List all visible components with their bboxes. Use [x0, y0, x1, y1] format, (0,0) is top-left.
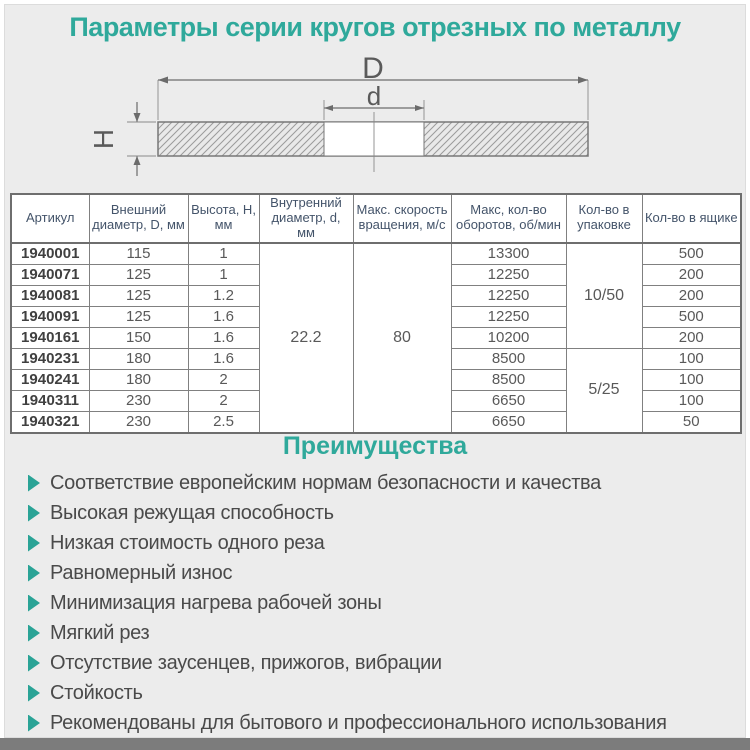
- bullet-triangle-icon: [28, 535, 40, 552]
- cell-max-rpm: 8500: [451, 369, 566, 390]
- list-item-text: Высокая режущая способность: [50, 501, 334, 524]
- cell-article: 1940071: [11, 264, 89, 285]
- list-item: [28, 498, 734, 528]
- cell-max-rpm: 12250: [451, 285, 566, 306]
- cell-outer-diameter: 125: [89, 264, 188, 285]
- cell-article: 1940311: [11, 390, 89, 411]
- cell-height: 1.2: [188, 285, 259, 306]
- bullet-triangle-icon: [28, 685, 40, 702]
- cell-per-box: 500: [642, 306, 741, 327]
- cell-height: 1: [188, 264, 259, 285]
- cell-per-box: 200: [642, 264, 741, 285]
- bullet-triangle-icon: [28, 625, 40, 642]
- header-row: [11, 194, 741, 243]
- cell-per-pack: 10/50: [566, 243, 642, 349]
- cell-article: 1940161: [11, 327, 89, 348]
- list-item: [28, 678, 734, 708]
- header-max-rpm: Макс, кол-во оборотов, об/мин: [451, 194, 566, 243]
- cell-article: 1940001: [11, 243, 89, 265]
- cell-height: 2: [188, 390, 259, 411]
- header-article: Артикул: [11, 194, 89, 243]
- header-per-box: Кол-во в ящике: [642, 194, 741, 243]
- spec-table: [10, 193, 742, 434]
- cell-per-box: 100: [642, 369, 741, 390]
- bullet-triangle-icon: [28, 475, 40, 492]
- cell-max-rpm: 6650: [451, 411, 566, 433]
- cell-per-box: 100: [642, 390, 741, 411]
- cell-per-box: 200: [642, 285, 741, 306]
- list-item-text: Равномерный износ: [50, 561, 233, 584]
- cell-height: 2: [188, 369, 259, 390]
- cell-per-box: 100: [642, 348, 741, 369]
- table-row: [11, 243, 741, 265]
- list-item-text: Мягкий рез: [50, 621, 150, 644]
- cell-outer-diameter: 230: [89, 390, 188, 411]
- cell-per-box: 50: [642, 411, 741, 433]
- cell-height: 1.6: [188, 348, 259, 369]
- cell-max-rpm: 12250: [451, 306, 566, 327]
- dimension-label-D: D: [362, 56, 384, 85]
- cell-per-pack: 5/25: [566, 348, 642, 433]
- bullet-triangle-icon: [28, 655, 40, 672]
- cell-per-box: 500: [642, 243, 741, 265]
- cell-outer-diameter: 230: [89, 411, 188, 433]
- cell-article: 1940091: [11, 306, 89, 327]
- bullet-triangle-icon: [28, 565, 40, 582]
- cell-outer-diameter: 125: [89, 306, 188, 327]
- cell-article: 1940081: [11, 285, 89, 306]
- cell-max-rpm: 10200: [451, 327, 566, 348]
- cell-max-rpm: 8500: [451, 348, 566, 369]
- cell-height: 1.6: [188, 327, 259, 348]
- cell-max-rpm: 6650: [451, 390, 566, 411]
- list-item-text: Стойкость: [50, 681, 143, 704]
- spec-table-body: [11, 243, 741, 433]
- cell-per-box: 200: [642, 327, 741, 348]
- list-item: [28, 528, 734, 558]
- list-item: [28, 648, 734, 678]
- bullet-triangle-icon: [28, 505, 40, 522]
- cell-article: 1940231: [11, 348, 89, 369]
- list-item-text: Рекомендованы для бытового и профессионального использования: [50, 711, 667, 734]
- spec-table-wrap: [10, 193, 740, 434]
- bottom-bar: [0, 738, 750, 750]
- cell-max-rpm: 12250: [451, 264, 566, 285]
- list-item: [28, 618, 734, 648]
- cell-height: 1.6: [188, 306, 259, 327]
- cell-max-rpm: 13300: [451, 243, 566, 265]
- list-item-text: Минимизация нагрева рабочей зоны: [50, 591, 382, 614]
- header-max-speed: Макс. скорость вращения, м/с: [353, 194, 451, 243]
- cell-outer-diameter: 180: [89, 369, 188, 390]
- page-title: Параметры серии кругов отрезных по металлу: [69, 12, 681, 42]
- cell-height: 1: [188, 243, 259, 265]
- list-item: [28, 468, 734, 498]
- advantages-title: Преимущества: [282, 432, 468, 460]
- list-item: [28, 588, 734, 618]
- cell-inner-diameter: 22.2: [259, 243, 353, 433]
- cell-outer-diameter: 125: [89, 285, 188, 306]
- header-per-pack: Кол-во в упаковке: [566, 194, 642, 243]
- cell-outer-diameter: 150: [89, 327, 188, 348]
- header-outer-diameter: Внешний диаметр, D, мм: [89, 194, 188, 243]
- cell-max-speed: 80: [353, 243, 451, 433]
- header-height: Высота, H, мм: [188, 194, 259, 243]
- list-item: [28, 558, 734, 588]
- list-item-text: Отсутствие заусенцев, прижогов, вибрации: [50, 651, 442, 674]
- bullet-triangle-icon: [28, 595, 40, 612]
- spec-table-head: [11, 194, 741, 243]
- dimension-label-d: d: [366, 81, 382, 111]
- cell-article: 1940321: [11, 411, 89, 433]
- cell-height: 2.5: [188, 411, 259, 433]
- bullet-triangle-icon: [28, 715, 40, 732]
- dimension-label-H: H: [88, 128, 119, 150]
- disc-cross-section-diagram: [0, 56, 750, 188]
- list-item: [28, 708, 734, 738]
- advantages-list: [28, 468, 734, 738]
- cell-outer-diameter: 115: [89, 243, 188, 265]
- header-inner-diameter: Внутренний диаметр, d, мм: [259, 194, 353, 243]
- cell-article: 1940241: [11, 369, 89, 390]
- list-item-text: Соответствие европейским нормам безопасности и качества: [50, 471, 601, 494]
- cell-outer-diameter: 180: [89, 348, 188, 369]
- list-item-text: Низкая стоимость одного реза: [50, 531, 325, 554]
